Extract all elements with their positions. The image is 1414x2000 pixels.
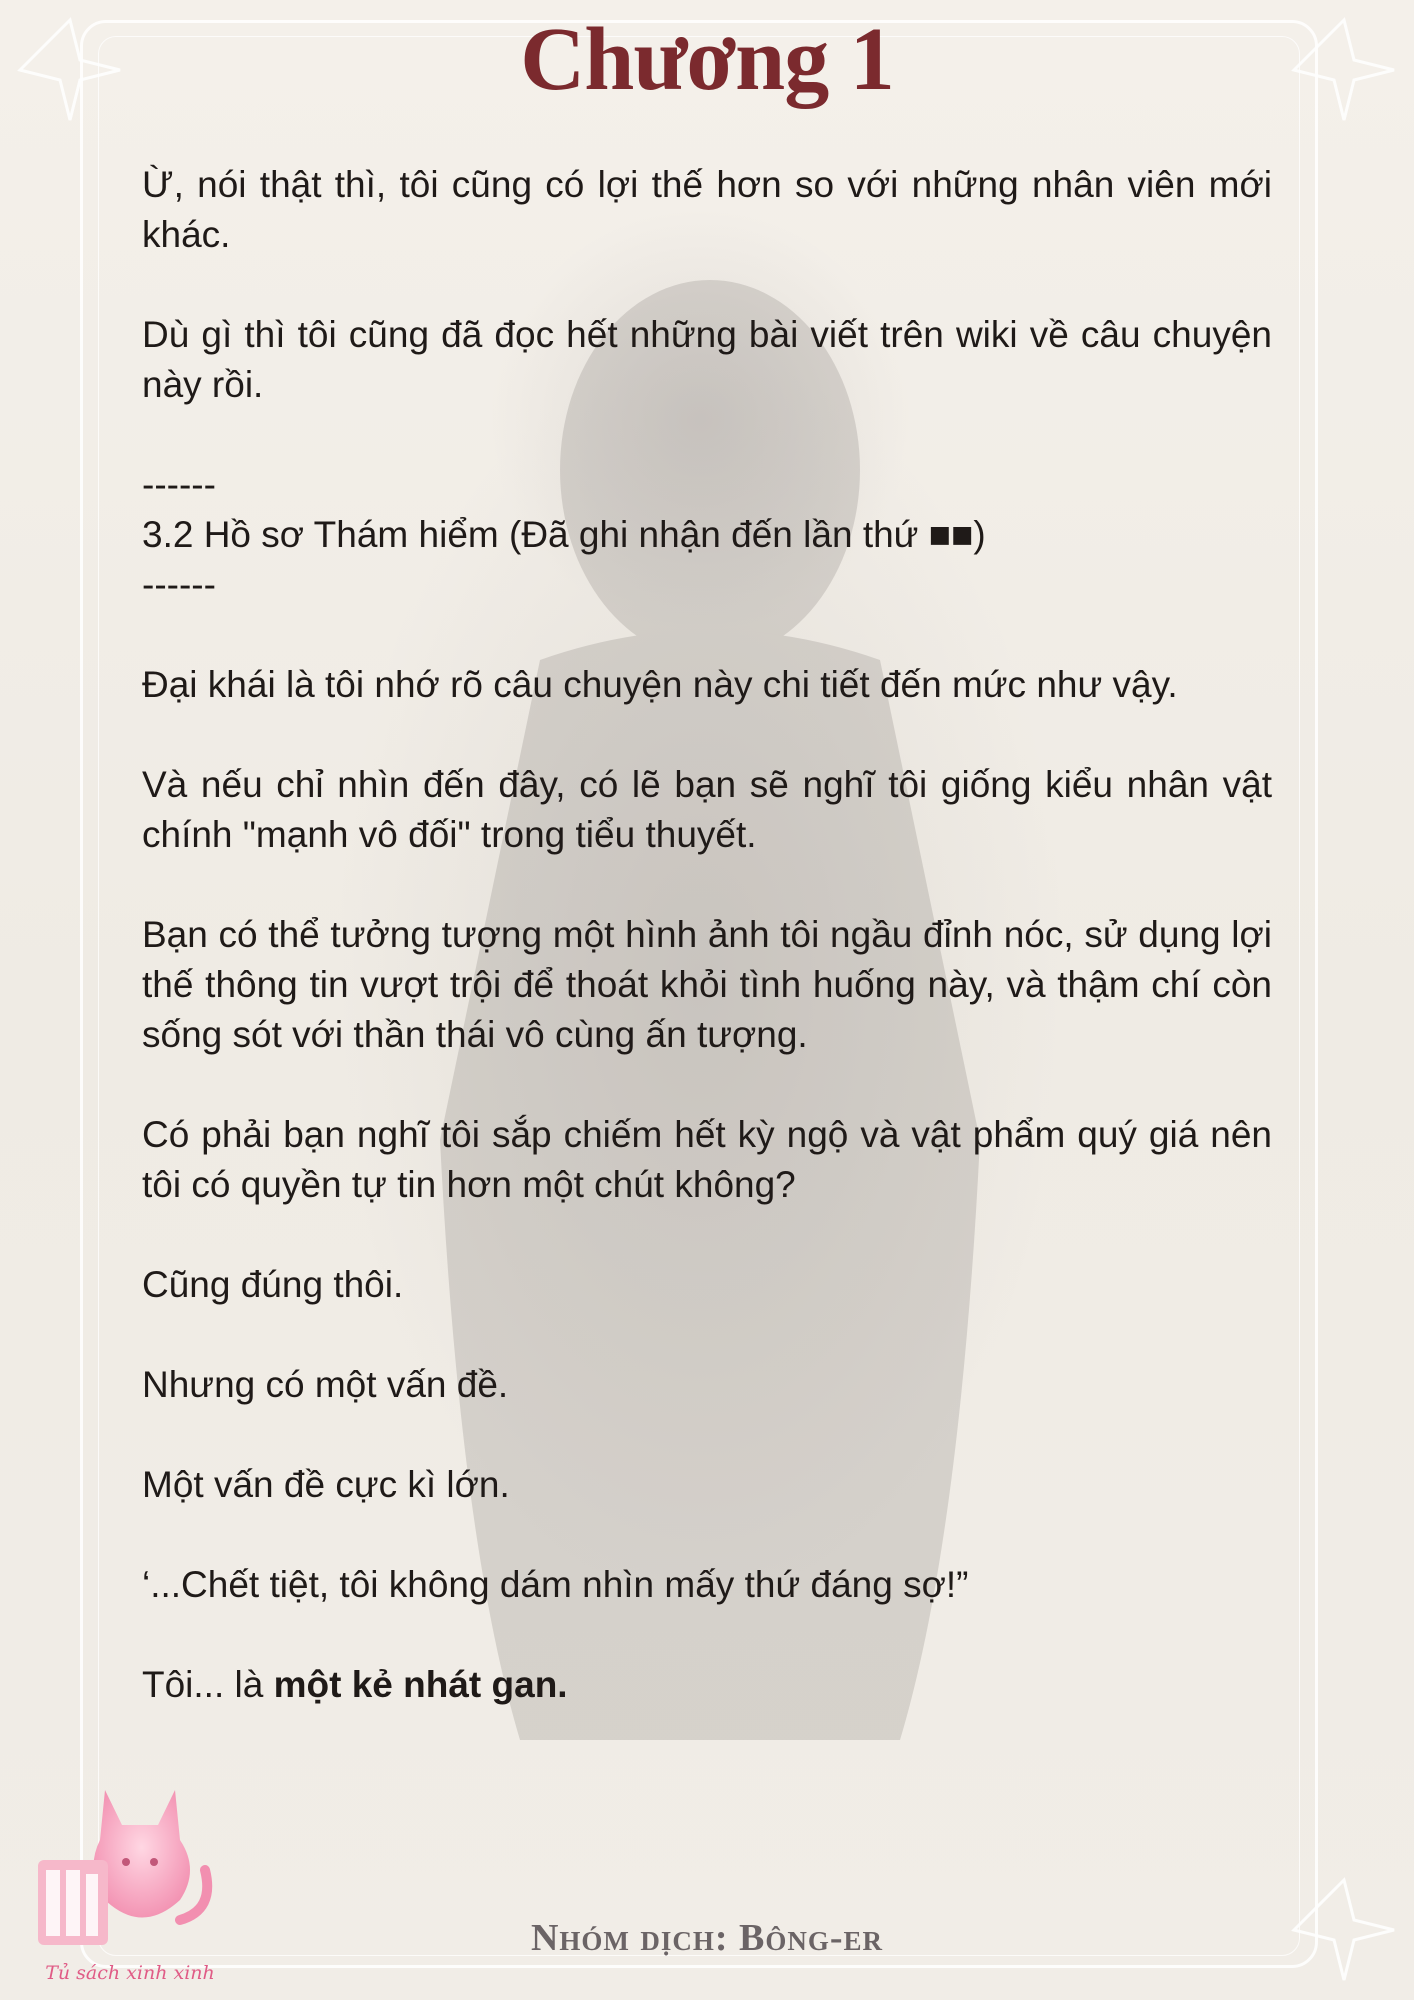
paragraph: Một vấn đề cực kì lớn. [142, 1464, 510, 1505]
logo-caption: Tủ sách xinh xinh [45, 1962, 215, 1984]
record-heading: 3.2 Hồ sơ Thám hiểm (Đã ghi nhận đến lần thứ ■■) [142, 514, 986, 555]
chapter-body [142, 160, 1272, 1760]
paragraph: Và nếu chỉ nhìn đến đây, có lẽ bạn sẽ nghĩ tôi giống kiểu nhân vật chính "mạnh vô đối" trong tiểu thuyết. [142, 764, 1272, 855]
paragraph: Có phải bạn nghĩ tôi sắp chiếm hết kỳ ngộ và vật phẩm quý giá nên tôi có quyền tự tin hơn một chút không? [142, 1114, 1272, 1205]
chapter-title: Chương 1 [520, 10, 894, 109]
divider-line: ------ [142, 464, 216, 505]
paragraph: Ừ, nói thật thì, tôi cũng có lợi thế hơn so với những nhân viên mới khác. [142, 164, 1272, 255]
paragraph: Bạn có thể tưởng tượng một hình ảnh tôi ngầu đỉnh nóc, sử dụng lợi thế thông tin vượt trội để thoát khỏi tình huống này, và thậm chí còn sống sót với thần thái vô cùng ấn tượng. [142, 914, 1272, 1055]
translator-credit: Nhóm dịch: Bông-er [530, 1917, 884, 1959]
closing-emphasis: một kẻ nhát gan. [273, 1664, 568, 1705]
paragraph: Nhưng có một vấn đề. [142, 1364, 509, 1405]
divider-line: ------ [142, 564, 216, 605]
paragraph: Đại khái là tôi nhớ rõ câu chuyện này chi tiết đến mức như vậy. [142, 664, 1178, 705]
paragraph: Dù gì thì tôi cũng đã đọc hết những bài viết trên wiki về câu chuyện này rồi. [142, 314, 1272, 405]
closing-paragraph [142, 1660, 1272, 1710]
closing-text: Tôi... là [142, 1664, 274, 1705]
paragraph: Cũng đúng thôi. [142, 1264, 404, 1305]
paragraph: ‘...Chết tiệt, tôi không dám nhìn mấy thứ đáng sợ!” [142, 1564, 969, 1605]
